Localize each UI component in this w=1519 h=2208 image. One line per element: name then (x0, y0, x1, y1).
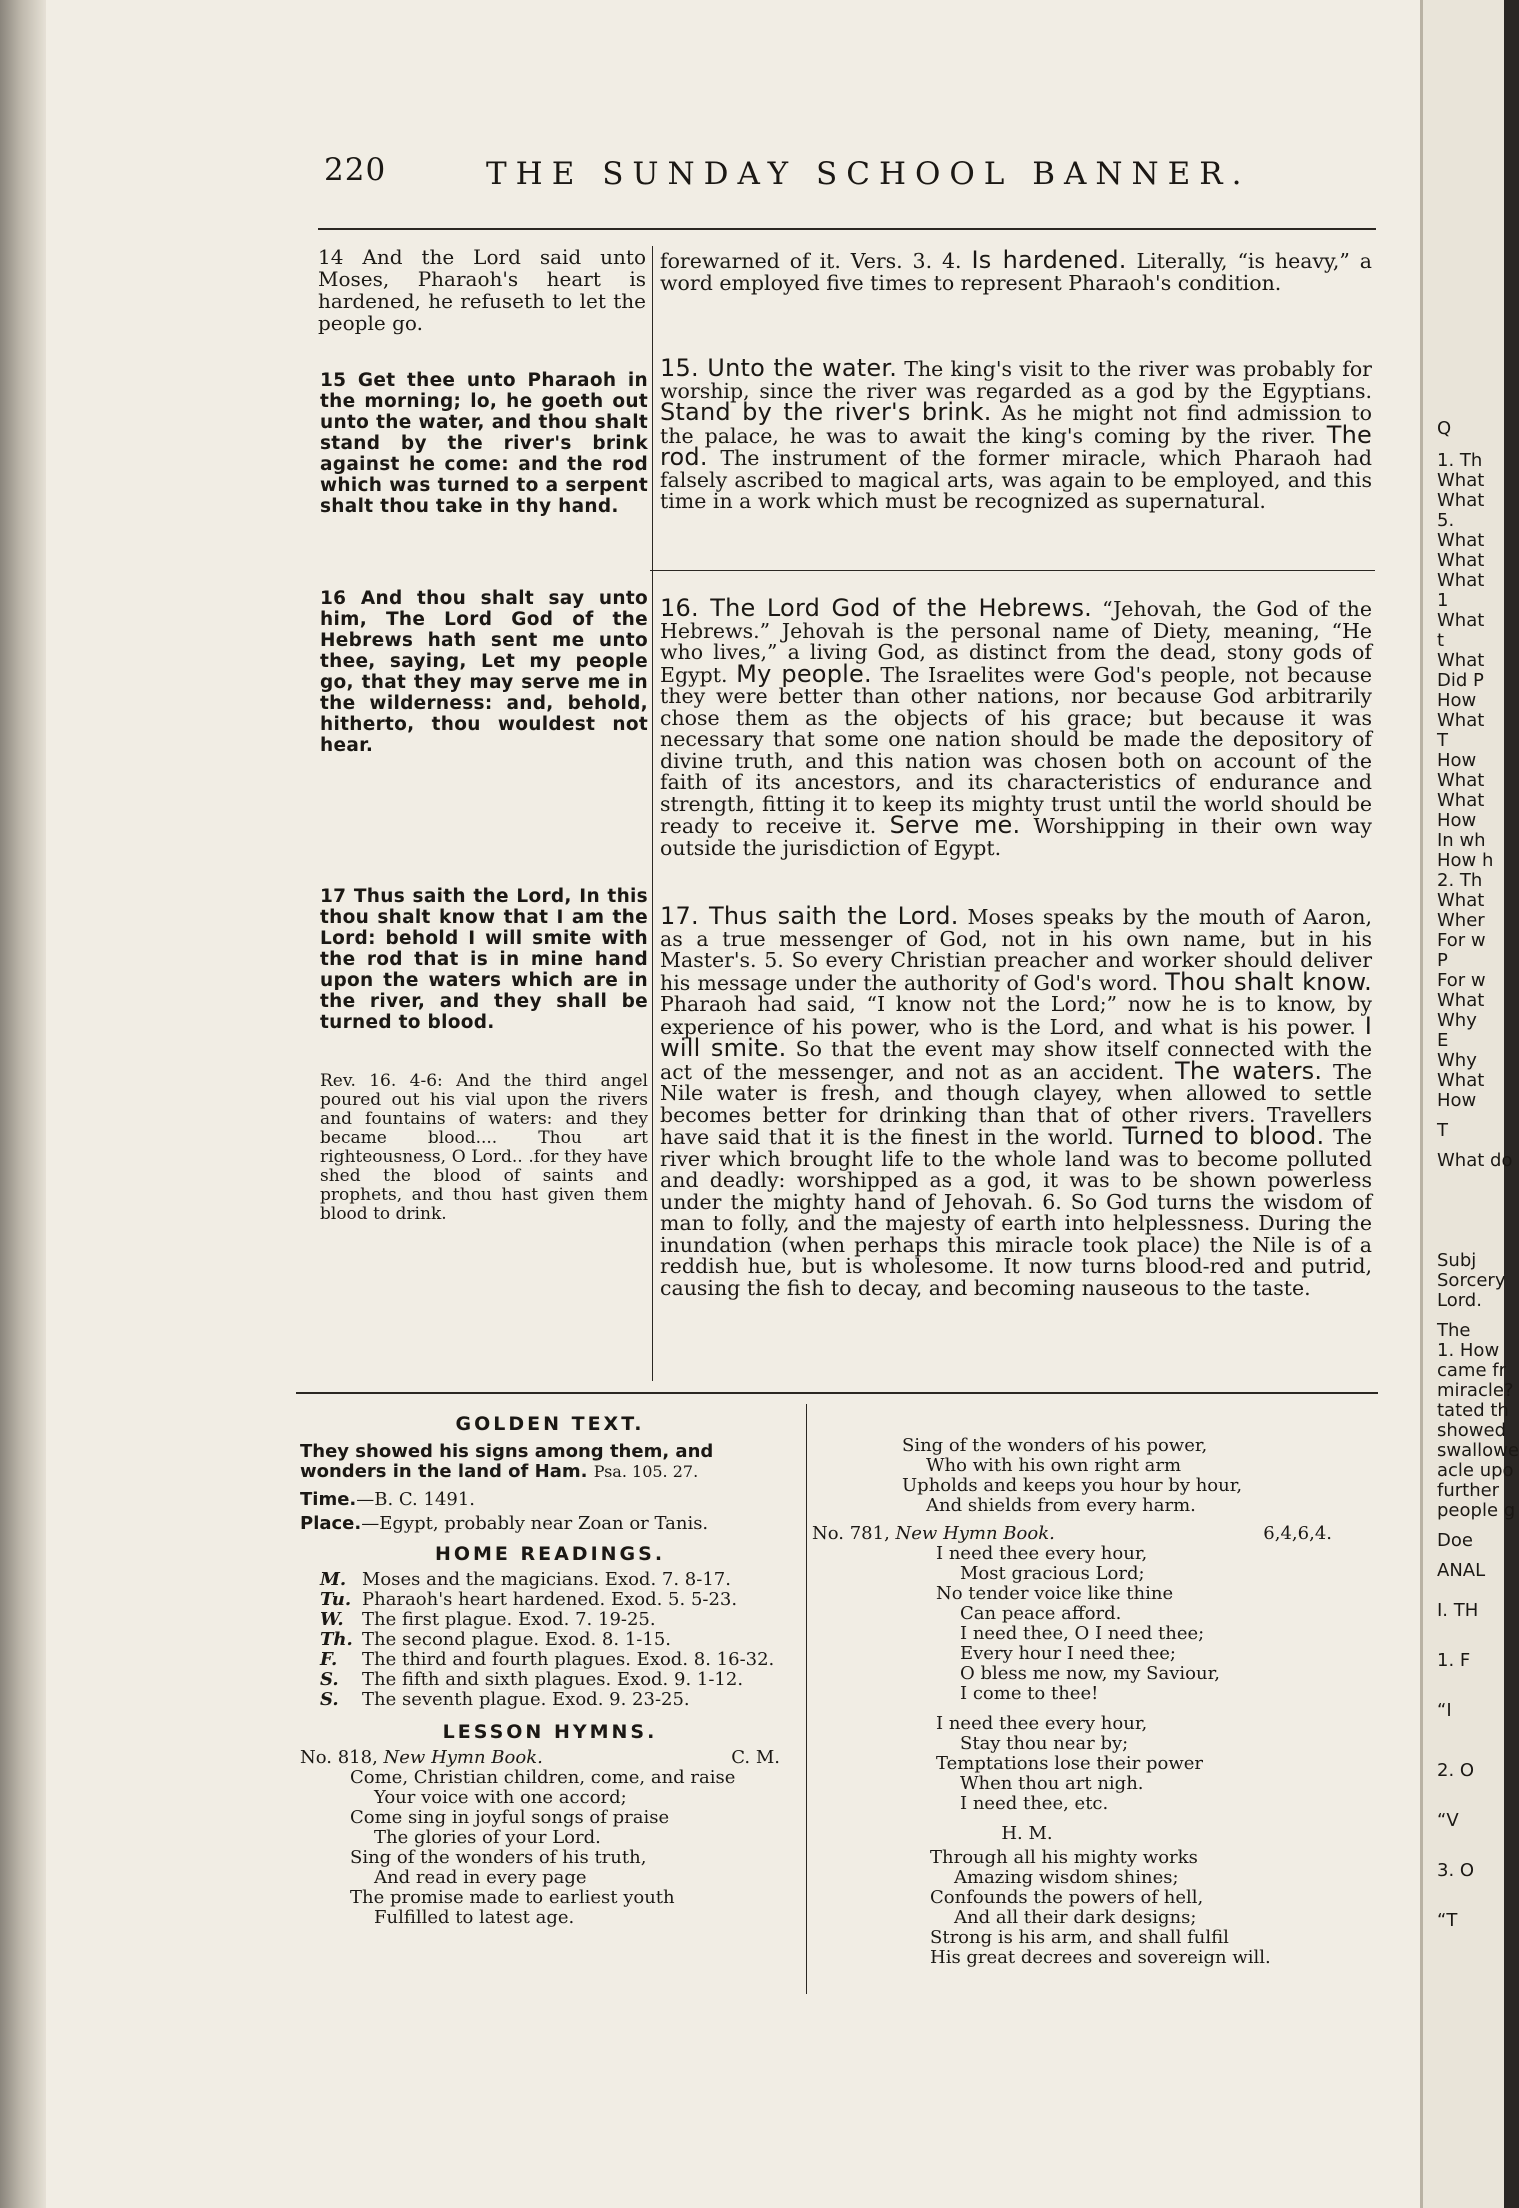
adjacent-page-fragment-text: Why (1437, 1010, 1477, 1031)
hymn-hm-meter: H. M. (1001, 1823, 1053, 1844)
adjacent-page-fragment-text: 1. F (1437, 1650, 1471, 1671)
adjacent-page-fragment-text: What do (1437, 1150, 1513, 1171)
lesson-hymns-heading: LESSON HYMNS. (442, 1721, 658, 1743)
adjacent-page-fragment-text: What (1437, 470, 1485, 491)
hymn-line: Come sing in joyful songs of praise (350, 1807, 670, 1828)
adjacent-page-fragment-text: Sorcery (1437, 1270, 1506, 1291)
adjacent-page-fragment-text: What (1437, 770, 1485, 791)
hymn-line: Can peace afford. (960, 1603, 1122, 1624)
adjacent-page-fragment-text: 3. O (1437, 1860, 1475, 1881)
verse-15: 15 Get thee unto Pharaoh in the morning; lo, he goeth out unto the water, and thou shalt stand by the river's brink against he come: and the rod which was turned to a serpent shalt thou take in thy hand. (320, 370, 648, 517)
hymn-line: Upholds and keeps you hour by hour, (902, 1475, 1243, 1496)
hymn-line: The promise made to earliest youth (350, 1887, 675, 1908)
golden-text: They showed his signs among them, and wonders in the land of Ham. Psa. 105. 27. (300, 1441, 714, 1482)
reading-text: The fifth and sixth plagues. Exod. 9. 1-12. (362, 1669, 744, 1690)
adjacent-page-fragment-text: T (1437, 1120, 1448, 1141)
commentary-intro: forewarned of it. Vers. 3. 4. Is hardened. Literally, “is heavy,” a word employed five times to represent Pharaoh's condition. (660, 246, 1372, 295)
adjacent-page-fragment-text: 1. Th (1437, 450, 1483, 471)
adjacent-page-fragment-text: 2. O (1437, 1760, 1475, 1781)
adjacent-page-fragment-text: acle upo (1437, 1460, 1514, 1481)
hymn-818-continued (812, 1436, 1332, 1516)
reading-text: Pharaoh's heart hardened. Exod. 5. 5-23. (362, 1589, 738, 1610)
adjacent-page-fragment-text: “V (1437, 1810, 1459, 1831)
adjacent-page-fragment-text: 1 (1437, 590, 1449, 611)
hymn-line: The glories of your Lord. (374, 1827, 601, 1848)
heading-17: 17. Thus saith the Lord. (660, 902, 959, 930)
binding-gutter (0, 0, 46, 2208)
adjacent-page-fragment-text: tated th (1437, 1400, 1509, 1421)
reading-day: Tu. (320, 1589, 352, 1610)
hymn-line: Come, Christian children, come, and raise (350, 1767, 736, 1788)
hymn-line: Most gracious Lord; (960, 1563, 1145, 1584)
hymn-line: Strong is his arm, and shall fulfil (930, 1927, 1229, 1948)
lower-column-divider (806, 1404, 807, 1994)
hymn-818-verses (300, 1768, 800, 1928)
home-reading-item (320, 1610, 800, 1630)
reading-text: Moses and the magicians. Exod. 7. 8-17. (362, 1569, 731, 1590)
home-reading-item (320, 1650, 800, 1670)
adjacent-page-fragment-text: For w (1437, 970, 1486, 991)
adjacent-page-fragment-text: What (1437, 1070, 1485, 1091)
hymn-line: Fulfilled to latest age. (374, 1907, 575, 1928)
verse-17: 17 Thus saith the Lord, In this thou shalt know that I am the Lord: behold I will smite with the rod that is in mine hand upon the waters which are in the river, and they shall be turned to blood. (320, 886, 648, 1033)
header-rule (318, 228, 1376, 230)
hymn-line: Who with his own right arm (926, 1455, 1182, 1476)
reading-day: F. (320, 1649, 338, 1670)
commentary-15: 15. Unto the water. The king's visit to the river was probably for worship, since the river was regarded as a god by the Egyptians. Stand by the river's brink. As he might not find admission to the palace, he was to await the king's coming by the river. The rod. The instrument of the former miracle, which Pharaoh had falsely ascribed to magical arts, was again to be employed, and this time in a work which must be recognized as supernatural. (660, 354, 1372, 513)
adjacent-page-fragment-text: 5. (1437, 510, 1455, 531)
hymn-line: I need thee every hour, (936, 1543, 1148, 1564)
adjacent-page-fragment-text: I. TH (1437, 1600, 1479, 1621)
adjacent-page-fragment-text: What (1437, 530, 1485, 551)
hymn-hm-verses (812, 1848, 1332, 1968)
adjacent-page-fragment-text: P (1437, 950, 1448, 971)
reading-day: M. (320, 1569, 347, 1590)
adjacent-page-fragment-text: Wher (1437, 910, 1485, 931)
adjacent-page-fragment-text: 2. Th (1437, 870, 1483, 891)
hymn-line: Your voice with one accord; (374, 1787, 627, 1808)
adjacent-page-fragment-text: How (1437, 750, 1477, 771)
adjacent-page-fragment-text: For w (1437, 930, 1486, 951)
adjacent-page-fragment-text: t (1437, 630, 1445, 651)
commentary-16: 16. The Lord God of the Hebrews. “Jehovah, the God of the Hebrews.” Jehovah is the personal name of Diety, meaning, “He who lives,” a living God, as distinct from the dead, stony gods of Egypt. My people. The Israelites were God's people, not because they were better than other nations, nor because God arbitrarily chose them as the objects of his grace; but because it was necessary that some one nation should be made the depository of divine truth, and this nation was chosen both on account of the faith of its ancestors, and its characteristics of endurance and strength, fitting it to keep its mighty trust until the world should be ready to receive it. Serve me. Worshipping in their own way outside the jurisdiction of Egypt. (660, 594, 1372, 860)
commentary-17: 17. Thus saith the Lord. Moses speaks by the mouth of Aaron, as a true messenger of God, not in his own name, but in his Master's. 5. So every Christian preacher and worker should deliver his message under the authority of God's word. Thou shalt know. Pharaoh had said, “I know not the Lord;” now he is to know, by experience of his power, who is the Lord, and what is his power. I will smite. So that the event may show itself connected with the act of the messenger, and not as an accident. The waters. The Nile water is fresh, and though clayey, when allowed to settle becomes better for drinking than that of other rivers. Travellers have said that it is the finest in the world. Turned to blood. The river which brought life to the whole land was to become polluted and deadly: worshipped as a god, it was to be shown powerless under the mighty hand of Jehovah. 6. So God turns the wisdom of man to folly, and the majesty of earth into helplessness. During the inundation (when perhaps this miracle took place) the Nile is of a reddish hue, but is wholesome. It now turns blood-red and putrid, causing the fish to decay, and becoming nauseous to the taste. (660, 902, 1372, 1300)
adjacent-page-fragment-text: How (1437, 1090, 1477, 1111)
reading-day: W. (320, 1609, 344, 1630)
hymn-line: Temptations lose their power (936, 1753, 1203, 1774)
adjacent-page-fragment-text: Q (1437, 418, 1452, 439)
adjacent-page-fragment-text: came fr (1437, 1360, 1506, 1381)
adjacent-page-fragment-text: What (1437, 490, 1485, 511)
reading-day: S. (320, 1669, 339, 1690)
adjacent-page-fragment-text: swallowe (1437, 1440, 1519, 1461)
home-reading-item (320, 1590, 800, 1610)
column-divider (652, 246, 653, 1381)
hymn-line: Amazing wisdom shines; (954, 1867, 1179, 1888)
adjacent-page-fragment-text: showed (1437, 1420, 1507, 1441)
hymn-line: Through all his mighty works (930, 1847, 1198, 1868)
adjacent-page-fragment-text: Why (1437, 1050, 1477, 1071)
home-readings-list (300, 1570, 800, 1710)
lower-right-column (812, 1436, 1332, 1968)
home-reading-item (320, 1690, 800, 1710)
hymn-line: I come to thee! (960, 1683, 1099, 1704)
hymn-781-verses-2 (812, 1714, 1332, 1814)
hymn-781-header: No. 781, New Hymn Book. 6,4,6,4. (812, 1523, 1332, 1544)
hymn-line: No tender voice like thine (936, 1583, 1174, 1604)
reading-text: The second plague. Exod. 8. 1-15. (362, 1629, 671, 1650)
adjacent-page-fragment-text: “T (1437, 1910, 1458, 1931)
hymn-line: Confounds the powers of hell, (930, 1887, 1204, 1908)
hymn-line: O bless me now, my Saviour, (960, 1663, 1220, 1684)
hymn-line: Stay thou near by; (960, 1733, 1129, 1754)
golden-text-heading: GOLDEN TEXT. (455, 1413, 645, 1435)
verse-14: 14 And the Lord said unto Moses, Pharaoh's heart is hardened, he refuseth to let the people go. (318, 245, 646, 335)
reading-text: The third and fourth plagues. Exod. 8. 16-32. (362, 1649, 775, 1670)
home-readings-heading: HOME READINGS. (434, 1543, 666, 1565)
hymn-line: Sing of the wonders of his truth, (350, 1847, 647, 1868)
term-hardened: Is hardened. (971, 246, 1127, 274)
adjacent-page-fragment-text: T (1437, 730, 1448, 751)
adjacent-page-fragment-text: What (1437, 890, 1485, 911)
adjacent-page-fragment-text: E (1437, 1030, 1449, 1051)
hymn-818-header: No. 818, New Hymn Book. C. M. (300, 1747, 780, 1768)
adjacent-page-fragment-text: What (1437, 570, 1485, 591)
running-title: THE SUNDAY SCHOOL BANNER. (486, 156, 1251, 192)
adjacent-page-fragment-text: How h (1437, 850, 1494, 871)
adjacent-page-fragment-text: What (1437, 650, 1485, 671)
adjacent-page-fragment-text: “I (1437, 1700, 1452, 1721)
heading-15: 15. Unto the water. (660, 354, 898, 382)
adjacent-page-fragment-text: Lord. (1437, 1290, 1482, 1311)
hymn-line: I need thee, etc. (960, 1793, 1109, 1814)
adjacent-page-fragment-text: Doe (1437, 1530, 1473, 1551)
reading-day: S. (320, 1689, 339, 1710)
hymn-781-verses (812, 1544, 1332, 1704)
reading-text: The first plague. Exod. 7. 19-25. (362, 1609, 656, 1630)
home-reading-item (320, 1570, 800, 1590)
adjacent-page-fragment-text: people g (1437, 1500, 1516, 1521)
hymn-line: His great decrees and sovereign will. (930, 1947, 1271, 1968)
adjacent-page-fragment-text: What (1437, 710, 1485, 731)
reading-text: The seventh plague. Exod. 9. 23-25. (362, 1689, 690, 1710)
home-reading-item (320, 1670, 800, 1690)
adjacent-page-fragment-text: Did P (1437, 670, 1484, 691)
adjacent-page-fragment-text: Subj (1437, 1250, 1477, 1271)
home-reading-item (320, 1630, 800, 1650)
adjacent-page-fragment-text: What (1437, 990, 1485, 1011)
adjacent-page-fragment-text: miracle? (1437, 1380, 1514, 1401)
hymn-line: And read in every page (374, 1867, 587, 1888)
hymn-line: I need thee every hour, (936, 1713, 1148, 1734)
adjacent-page-fragment (1420, 0, 1519, 2208)
place-line: Place.—Egypt, probably near Zoan or Tanis. (300, 1513, 709, 1534)
adjacent-page-fragment-text: further (1437, 1480, 1500, 1501)
heading-16: 16. The Lord God of the Hebrews. (660, 594, 1092, 622)
golden-text-reference: Psa. 105. 27. (593, 1462, 699, 1481)
adjacent-page-fragment-text: How (1437, 810, 1477, 831)
time-line: Time.—B. C. 1491. (300, 1489, 476, 1510)
hymn-line: Every hour I need thee; (960, 1643, 1176, 1664)
hymn-line: I need thee, O I need thee; (960, 1623, 1205, 1644)
adjacent-page-fragment-text: The (1437, 1320, 1471, 1341)
hymn-line: Sing of the wonders of his power, (902, 1435, 1208, 1456)
hymn-line: And shields from every harm. (926, 1495, 1196, 1516)
adjacent-page-fragment-text: How (1437, 690, 1477, 711)
reading-day: Th. (320, 1629, 353, 1650)
section-rule-15 (650, 570, 1375, 571)
adjacent-page-fragment-text: In wh (1437, 830, 1486, 851)
page-number: 220 (324, 152, 387, 188)
lower-section-rule (296, 1392, 1378, 1394)
adjacent-page-fragment-text: What (1437, 610, 1485, 631)
hymn-line: When thou art nigh. (960, 1773, 1144, 1794)
lower-left-column (300, 1414, 800, 1928)
verse-16: 16 And thou shalt say unto him, The Lord God of the Hebrews hath sent me unto thee, saying, Let my people go, that they may serve me in the wilderness: and, behold, hitherto, thou wouldest not hear. (320, 588, 648, 756)
adjacent-page-fragment-text: What (1437, 790, 1485, 811)
revelation-reference: Rev. 16. 4-6: And the third angel poured out his vial upon the rivers and fountains of waters: and they became blood.... Thou art righteousness, O Lord.. .for they have shed the blood of saints and prophets, and thou hast given them blood to drink. (320, 1071, 648, 1224)
adjacent-page-fragment-text: 1. How (1437, 1340, 1500, 1361)
hymn-line: And all their dark designs; (954, 1907, 1197, 1928)
adjacent-page-fragment-text: ANAL (1437, 1560, 1486, 1581)
adjacent-page-fragment-text: What (1437, 550, 1485, 571)
